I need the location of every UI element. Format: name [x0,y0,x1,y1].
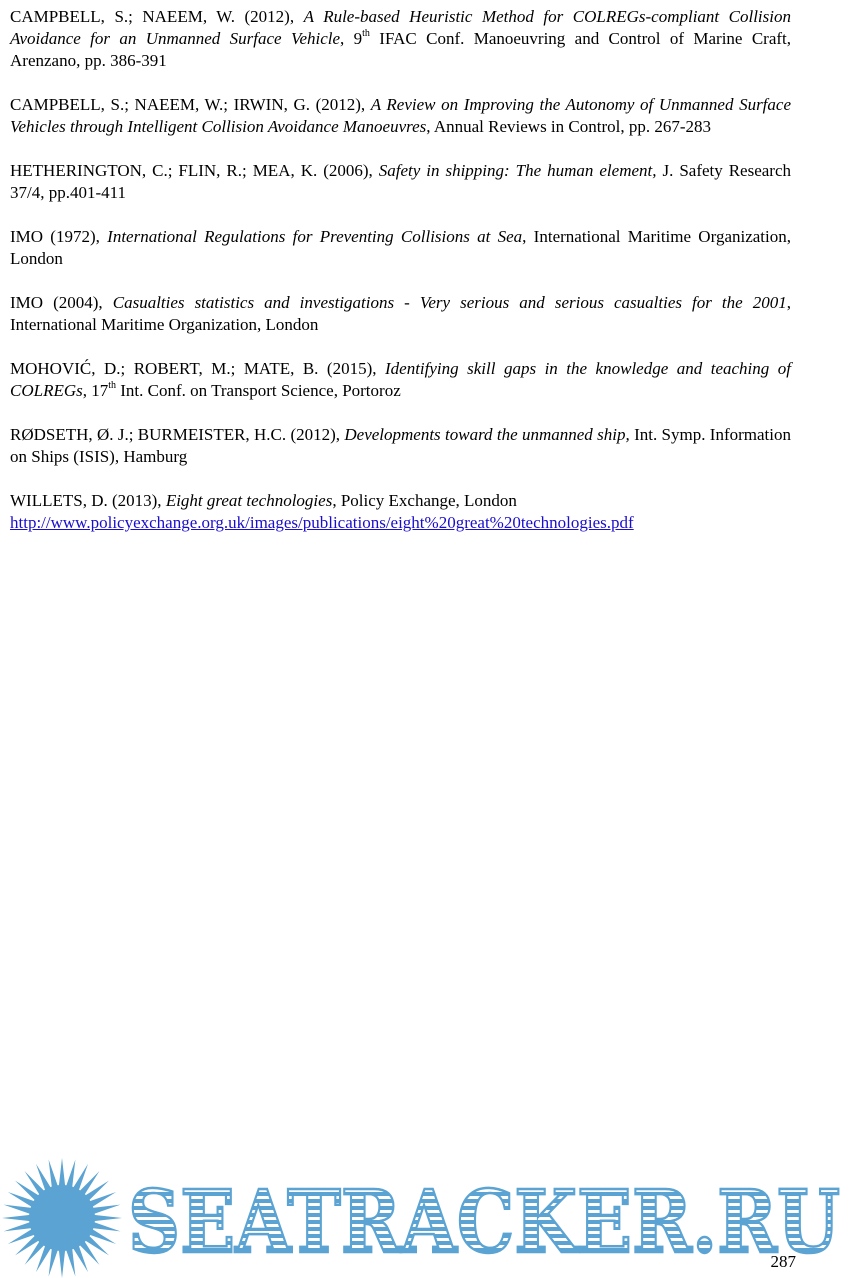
reference-title: Identifying skill gaps in the knowledge and teaching of COLREGs [10,359,791,400]
reference-authors: MOHOVIĆ, D.; ROBERT, M.; MATE, B. (2015), [10,359,385,378]
reference-title: A Review on Improving the Autonomy of Unmanned Surface Vehicles through Intelligent Collision Avoidance Manoeuvres [10,95,791,136]
seatracker-watermark [0,1150,852,1278]
reference-authors: WILLETS, D. (2013), [10,491,166,510]
reference-title: Eight great technologies [165,491,333,510]
reference-item [10,490,791,534]
reference-item [10,424,791,468]
reference-item [10,358,791,402]
watermark-graphic [0,1150,852,1278]
reference-authors: IMO (1972), [10,227,108,246]
reference-authors: HETHERINGTON, C.; FLIN, R.; MEA, K. (2006), [10,161,379,180]
ordinal-suffix: th [362,28,370,40]
page-number: 287 [770,1252,796,1271]
reference-authors: RØDSETH, Ø. J.; BURMEISTER, H.C. (2012), [10,425,345,444]
reference-item [10,6,791,72]
reference-source: Int. Symp. Information on Ships (ISIS), Hamburg [10,425,791,466]
reference-title: Developments toward the unmanned ship, [344,425,630,444]
reference-source: IFAC Conf. Manoeuvring and Control of Marine Craft, Arenzano, pp. 386-391 [10,29,791,70]
sun-core [29,1185,95,1251]
reference-authors: CAMPBELL, S.; NAEEM, W. (2012), [10,7,304,26]
reference-authors: CAMPBELL, S.; NAEEM, W.; IRWIN, G. (2012), [10,95,371,114]
reference-title: Safety in shipping: The human element, [378,161,657,180]
reference-source: , International Maritime Organization, London [10,227,791,268]
reference-url-link[interactable]: http://www.policyexchange.org.uk/images/publications/eight%20great%20technologies.pdf [10,513,634,532]
reference-list [10,6,791,534]
reference-title: A Rule-based Heuristic Method for COLREGs-compliant Collision Avoidance for an Unmanned Surface Vehicle [10,7,791,48]
reference-source: , International Maritime Organization, London [10,293,791,334]
reference-source: Int. Conf. on Transport Science, Portoroz [116,381,401,400]
reference-item [10,226,791,270]
reference-source: , Annual Reviews in Control, pp. 267-283 [426,117,712,136]
reference-item [10,94,791,138]
reference-source: J. Safety Research 37/4, pp.401-411 [10,161,792,202]
reference-authors: IMO (2004), [10,293,113,312]
reference-title: International Regulations for Preventing Collisions at Sea [107,227,523,246]
sun-burst-icon [2,1158,122,1278]
reference-title: Casualties statistics and investigations - Very serious and serious casualties for the 2001 [112,293,787,312]
reference-source: , Policy Exchange, London [332,491,517,510]
reference-item [10,160,791,204]
reference-detail: , 17 [82,381,109,400]
reference-detail: , 9 [340,29,363,48]
watermark-text: SEATRACKER.RU [128,1172,840,1273]
reference-item [10,292,791,336]
ordinal-suffix: th [108,380,117,392]
